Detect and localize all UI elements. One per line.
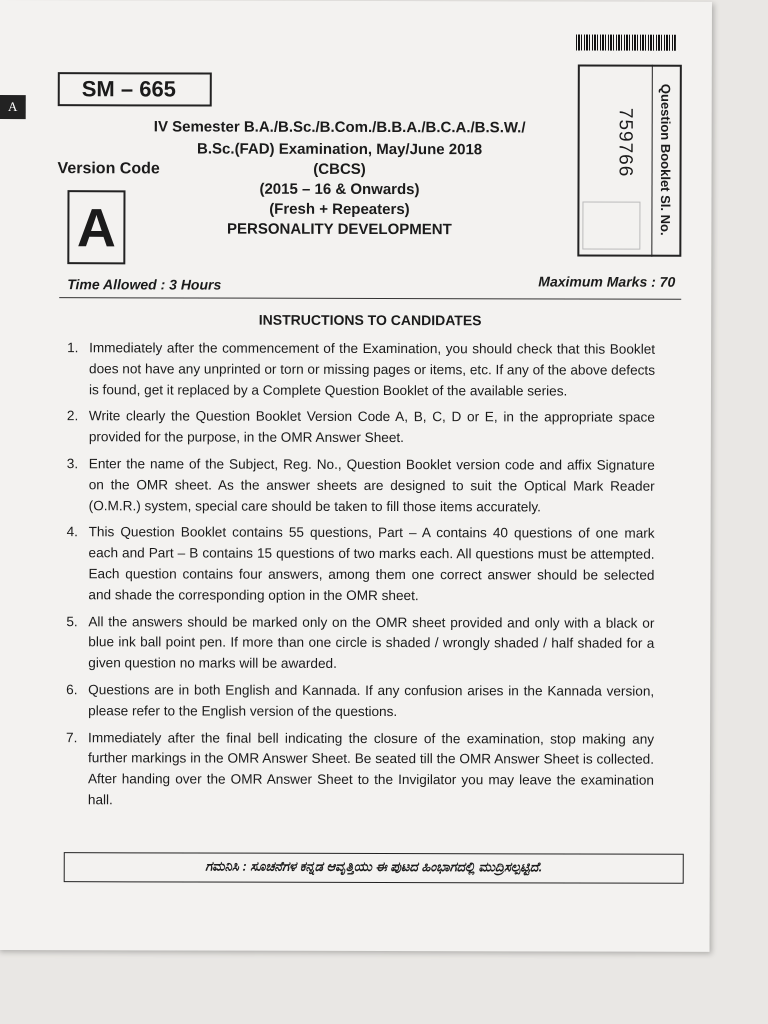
divider-line	[59, 297, 681, 300]
kannada-note: ಗಮನಿಸಿ : ಸೂಚನೆಗಳ ಕನ್ನಡ ಆವೃತ್ತಿಯು ಈ ಪುಟದ ಹಿಂಭಾಗದಲ್ಲಿ ಮುದ್ರಿಸಲ್ಪಟ್ಟಿದೆ.	[64, 852, 684, 884]
instruction-item: 2. Write clearly the Question Booklet Version Code A, B, C, D or E, in the appropriate space provided for the purpose, in the OMR Answer Sheet.	[66, 408, 655, 446]
header-line-3: (CBCS)	[313, 160, 366, 178]
instruction-item: 4. This Question Booklet contains 55 questions, Part – A contains 40 questions of one mark each and Part – B contains 15 questions of two marks each. All questions must be attempted. Each question contains four answers, among them one correct answer should be selected and shade the corresponding option in the OMR sheet.	[66, 524, 655, 603]
booklet-serial-label: Question Booklet Sl. No.	[657, 83, 674, 236]
instruction-item: 7. Immediately after the final bell indicating the closure of the examination, stop making any further markings in the OMR Answer Sheet. Be seated till the OMR Answer Sheet is collected. After handing over the OMR Answer Sheet to the Invigilator you may leave the examination hall.	[66, 729, 655, 808]
maximum-marks: Maximum Marks : 70	[538, 273, 676, 290]
instruction-item: 1. Immediately after the commencement of the Examination, you should check that this Booklet does not have any unprinted or torn or missing pages or items, etc. If any of the above defects is found, get it replaced by a Complete Question Booklet of the available series.	[67, 340, 656, 399]
instruction-item: 6. Questions are in both English and Kannada. If any confusion arises in the Kannada version, please refer to the English version of the questions.	[66, 682, 655, 719]
instruction-item: 3. Enter the name of the Subject, Reg. No., Question Booklet version code and affix Signature on the OMR sheet. As the answer sheets are designed to suit the Optical Mark Reader (O.M.R.) system, special care should be taken to fill those items accurately.	[66, 456, 655, 514]
barcode	[576, 35, 676, 51]
side-tab: A	[0, 95, 26, 119]
header-line-4: (2015 – 16 & Onwards)	[259, 180, 420, 199]
instruction-item: 5. All the answers should be marked only on the OMR sheet provided and only with a black or blue ink ball point pen. If more than one circle is shaded / wrongly shaded / half shaded for a given question no marks will be awarded.	[66, 613, 655, 672]
instructions-title: INSTRUCTIONS TO CANDIDATES	[258, 311, 482, 329]
version-code-box: A	[67, 190, 125, 264]
header-line-5: (Fresh + Repeaters)	[269, 200, 410, 219]
header-line-1: IV Semester B.A./B.Sc./B.Com./B.B.A./B.C.A./B.S.W./	[153, 118, 526, 137]
header-line-2: B.Sc.(FAD) Examination, May/June 2018	[197, 140, 483, 159]
booklet-code: SM – 665	[58, 72, 212, 106]
header-line-6: PERSONALITY DEVELOPMENT	[226, 220, 452, 239]
instructions-list	[60, 338, 655, 818]
time-allowed: Time Allowed : 3 Hours	[67, 276, 222, 293]
ghost-version-mark	[582, 202, 640, 250]
booklet-serial-number: 759766	[614, 107, 636, 178]
version-code-label: Version Code	[57, 160, 160, 178]
